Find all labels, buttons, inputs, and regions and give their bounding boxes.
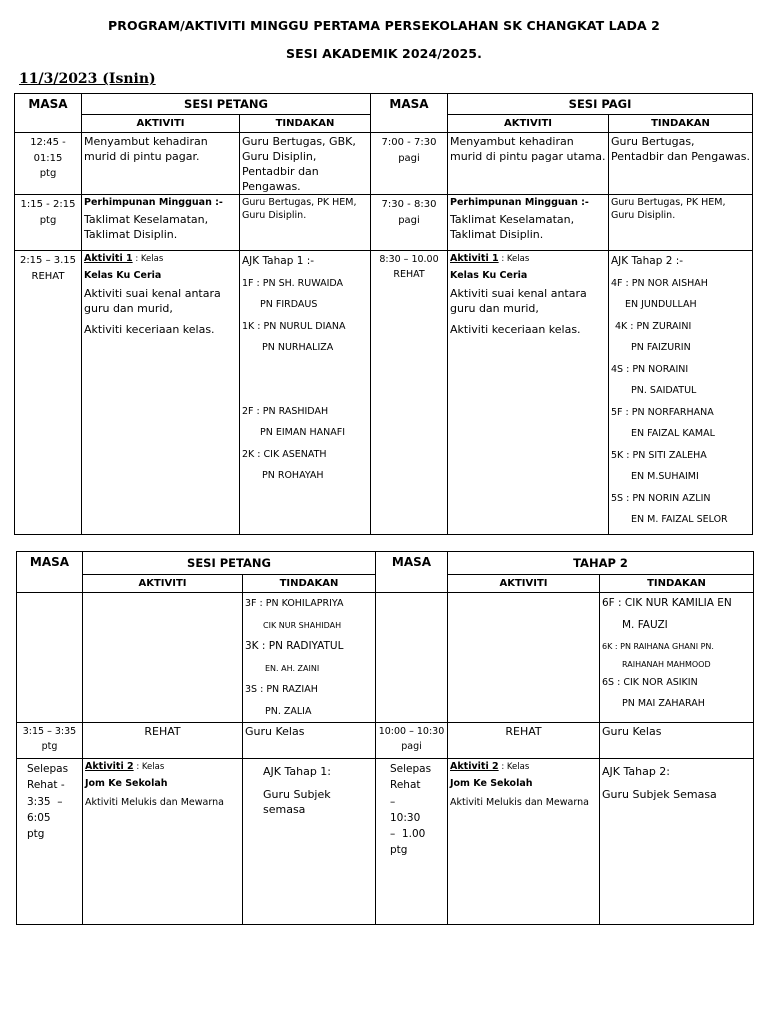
table-row [17, 723, 754, 759]
masa-time: 8:30 – 10.00 [379, 254, 439, 266]
masa-time: 12:45 - 01:15 [30, 137, 66, 164]
table-row [15, 251, 753, 535]
activity-label [84, 253, 237, 266]
masa-cell [371, 133, 448, 195]
ajk-line: EN. AH. ZAINI [265, 663, 320, 673]
masa-time: 10:00 – 10:30 [378, 726, 445, 737]
tahap-2-header: TAHAP 2 [448, 552, 754, 575]
masa-line: Rehat [390, 779, 421, 792]
tindakan-cell [243, 593, 376, 723]
activity-title: Jom Ke Sekolah [450, 777, 533, 789]
masa-line: – 1.00 [390, 828, 426, 841]
activity-body: Aktiviti suai kenal antara guru dan murid, [450, 287, 587, 315]
activity-label [450, 761, 597, 774]
ajk-line: PN MAI ZAHARAH [622, 698, 705, 709]
activity-label [85, 761, 240, 774]
activity-label-text: Aktiviti 2 [85, 761, 134, 772]
masa-header: MASA [376, 552, 448, 593]
sesi-petang-header: SESI PETANG [82, 94, 371, 115]
ajk-line: 4K : PN ZURAINI [615, 320, 692, 332]
ajk-line: 1F : PN SH. RUWAIDA [242, 277, 344, 289]
ajk-heading: AJK Tahap 1: [263, 765, 332, 778]
tindakan-cell [600, 593, 754, 723]
masa-period: ptg [41, 740, 58, 752]
ajk-line: 6S : CIK NOR ASIKIN [602, 676, 698, 688]
activity-label-text: Aktiviti 1 [84, 253, 133, 265]
activity-body: Aktiviti keceriaan kelas. [450, 322, 581, 336]
ajk-line: PN NURHALIZA [262, 342, 334, 354]
tindakan-cell [600, 759, 754, 925]
table-row [17, 593, 754, 723]
ajk-line: PN FIRDAUS [260, 299, 318, 311]
activity-label-text: Aktiviti 2 [450, 761, 499, 772]
masa-cell [15, 133, 82, 195]
ajk-line: 3K : PN RADIYATUL [245, 640, 344, 652]
masa-cell [376, 759, 448, 925]
masa-cell [371, 251, 448, 535]
sesi-pagi-header: SESI PAGI [448, 94, 753, 115]
tindakan-cell [240, 251, 371, 535]
tindakan-cell: Guru Bertugas, Pentadbir dan Pengawas. [609, 133, 753, 195]
activity-label-suffix: : Kelas [133, 762, 165, 772]
ajk-line: Guru Subjek semasa [263, 787, 331, 816]
activity-label-text: Aktiviti 1 [450, 253, 499, 265]
document-title: PROGRAM/AKTIVITI MINGGU PERTAMA PERSEKOLAHAN SK CHANGKAT LADA 2 [108, 18, 660, 33]
masa-cell [371, 195, 448, 251]
ajk-line: PN. ZALIA [265, 705, 312, 717]
activity-body: Aktiviti Melukis dan Mewarna [450, 796, 589, 808]
tindakan-header: TINDAKAN [243, 575, 376, 593]
schedule-date: 11/3/2023 (Isnin) [19, 71, 156, 87]
activity-body: Taklimat Keselamatan, Taklimat Disiplin. [450, 213, 575, 242]
tindakan-cell [609, 251, 753, 535]
aktiviti-header: AKTIVITI [448, 115, 609, 133]
aktiviti-cell [448, 759, 600, 925]
aktiviti-cell: REHAT [448, 723, 600, 759]
masa-line: ptg [27, 828, 45, 841]
aktiviti-cell [83, 593, 243, 723]
table-row [15, 195, 753, 251]
masa-time: 7:30 - 8:30 [381, 199, 437, 211]
schedule-table-2 [16, 551, 754, 925]
masa-header: MASA [371, 94, 448, 133]
activity-title: Kelas Ku Ceria [450, 270, 528, 282]
aktiviti-cell: Menyambut kehadiran murid di pintu pagar utama. [448, 133, 609, 195]
aktiviti-header: AKTIVITI [82, 115, 240, 133]
aktiviti-cell [82, 251, 240, 535]
schedule-table-1 [14, 93, 753, 535]
aktiviti-cell: Menyambut kehadiran murid di pintu pagar. [82, 133, 240, 195]
activity-label [450, 253, 606, 266]
activity-title: Jom Ke Sekolah [85, 777, 168, 789]
ajk-line: EN FAIZAL KAMAL [631, 428, 715, 440]
activity-label-suffix: : Kelas [498, 254, 530, 265]
masa-cell [15, 195, 82, 251]
ajk-line: EN M. FAIZAL SELOR [631, 514, 728, 526]
masa-line: 6:05 [27, 811, 51, 824]
masa-header: MASA [15, 94, 82, 133]
ajk-line: 6F : CIK NUR KAMILIA EN [602, 597, 732, 609]
aktiviti-cell [448, 251, 609, 535]
masa-line: – [390, 795, 396, 808]
aktiviti-cell [82, 195, 240, 251]
ajk-line: 3S : PN RAZIAH [245, 684, 318, 695]
tindakan-cell: Guru Kelas [243, 723, 376, 759]
ajk-line: PN ROHAYAH [262, 470, 324, 482]
ajk-line: PN FAIZURIN [631, 342, 691, 354]
masa-time: 1:15 - 2:15 [20, 199, 76, 211]
ajk-line: M. FAUZI [622, 618, 668, 631]
masa-cell [17, 723, 83, 759]
ajk-line: 5F : PN NORFARHANA [611, 406, 714, 418]
ajk-line: EN JUNDULLAH [625, 299, 697, 311]
tindakan-cell: Guru Kelas [600, 723, 754, 759]
ajk-line: 2K : CIK ASENATH [242, 448, 327, 460]
ajk-line: RAIHANAH MAHMOOD [622, 659, 711, 669]
masa-line: ptg [390, 844, 408, 857]
masa-cell [376, 593, 448, 723]
tindakan-header: TINDAKAN [600, 575, 754, 593]
document-subtitle: SESI AKADEMIK 2024/2025. [286, 46, 482, 61]
masa-line: Selepas [27, 763, 69, 775]
ajk-line: 5K : PN SITI ZALEHA [611, 449, 707, 461]
masa-cell [17, 759, 83, 925]
activity-title: Perhimpunan Mingguan :- [84, 197, 223, 209]
ajk-line: 2F : PN RASHIDAH [242, 405, 329, 417]
ajk-line: PN EIMAN HANAFI [260, 427, 345, 439]
ajk-line: PN. SAIDATUL [631, 385, 697, 397]
masa-period: pagi [398, 152, 420, 164]
masa-period: ptg [39, 214, 57, 226]
activity-body: Taklimat Keselamatan, Taklimat Disiplin. [84, 213, 209, 242]
ajk-line: EN M.SUHAIMI [631, 471, 699, 483]
masa-period: pagi [398, 214, 420, 226]
tindakan-cell [243, 759, 376, 925]
masa-time: 7:00 - 7:30 [381, 137, 437, 148]
masa-line: Selepas [390, 763, 432, 775]
activity-body: Aktiviti Melukis dan Mewarna [85, 796, 224, 808]
activity-body: Aktiviti suai kenal antara guru dan murid, [84, 287, 221, 315]
tindakan-header: TINDAKAN [609, 115, 753, 133]
ajk-line: Guru Subjek Semasa [602, 787, 717, 801]
masa-period: REHAT [393, 269, 425, 281]
masa-time: 3:15 – 3:35 [22, 726, 77, 737]
aktiviti-cell [83, 759, 243, 925]
ajk-heading: AJK Tahap 1 :- [242, 255, 315, 268]
aktiviti-header: AKTIVITI [83, 575, 243, 593]
masa-period: pagi [401, 740, 422, 752]
tindakan-header: TINDAKAN [240, 115, 371, 133]
ajk-line: 5S : PN NORIN AZLIN [611, 492, 711, 504]
activity-title: Kelas Ku Ceria [84, 270, 162, 282]
tindakan-cell: Guru Bertugas, PK HEM, Guru Disiplin. [240, 195, 371, 251]
ajk-heading: AJK Tahap 2: [602, 765, 671, 778]
activity-label-suffix: : Kelas [498, 762, 530, 772]
ajk-line: CIK NUR SHAHIDAH [263, 620, 342, 630]
masa-period: ptg [39, 168, 57, 179]
ajk-heading: AJK Tahap 2 :- [611, 255, 684, 268]
activity-label-suffix: : Kelas [132, 254, 164, 265]
ajk-line: 3F : PN KOHILAPRIYA [245, 598, 344, 609]
aktiviti-header: AKTIVITI [448, 575, 600, 593]
aktiviti-cell [448, 593, 600, 723]
ajk-line: 4F : PN NOR AISHAH [611, 277, 708, 289]
masa-cell [17, 593, 83, 723]
tindakan-cell: Guru Bertugas, GBK, Guru Disiplin, Pentadbir dan Pengawas. [240, 133, 371, 195]
table-row [17, 759, 754, 925]
masa-header: MASA [17, 552, 83, 593]
masa-line: 3:35 – [27, 795, 63, 808]
ajk-line: 4S : PN NORAINI [611, 363, 689, 375]
table-row [15, 133, 753, 195]
masa-line: Rehat - [27, 779, 65, 792]
ajk-line: 6K : PN RAIHANA GHANI PN. [602, 642, 714, 651]
masa-cell [376, 723, 448, 759]
aktiviti-cell [448, 195, 609, 251]
masa-cell [15, 251, 82, 535]
masa-line: 10:30 [390, 811, 421, 824]
tindakan-cell: Guru Bertugas, PK HEM, Guru Disiplin. [609, 195, 753, 251]
masa-time: 2:15 – 3.15 [19, 255, 77, 267]
activity-title: Perhimpunan Mingguan :- [450, 197, 589, 209]
ajk-line: 1K : PN NURUL DIANA [242, 320, 346, 332]
sesi-petang-header: SESI PETANG [83, 552, 376, 575]
activity-body: Aktiviti keceriaan kelas. [84, 322, 215, 336]
aktiviti-cell: REHAT [83, 723, 243, 759]
masa-period: REHAT [31, 270, 65, 282]
